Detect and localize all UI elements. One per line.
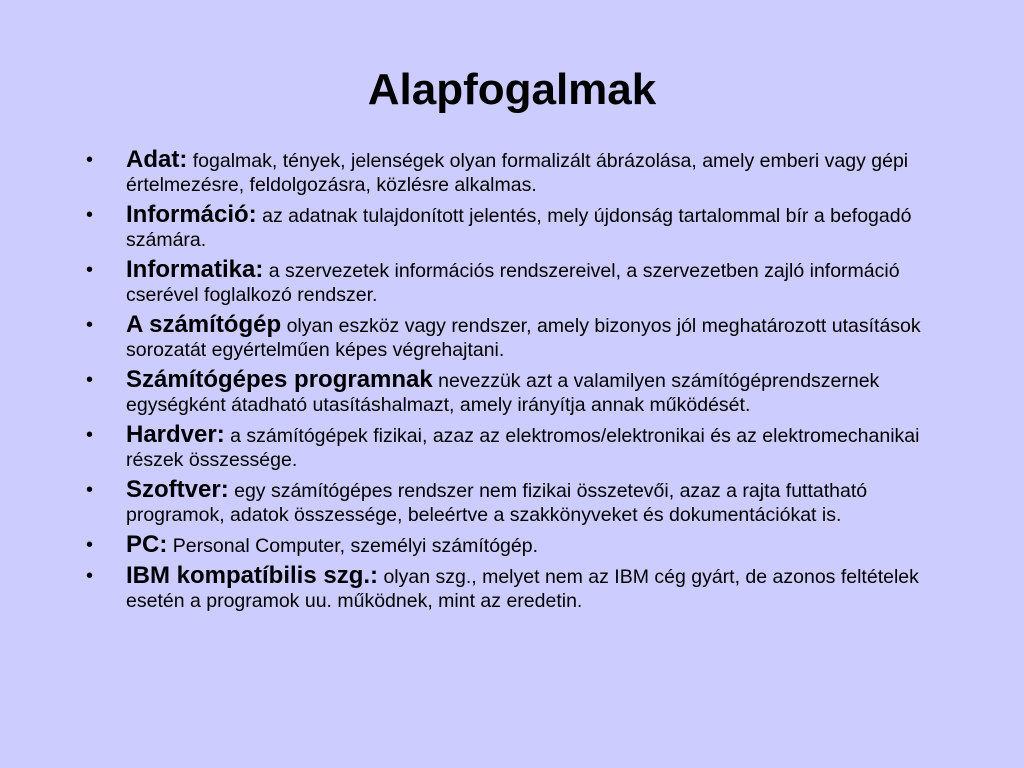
- term-definition: a szervezetek információs rendszereivel, a szervezetben zajló információ cserével foglalkozó rendszer.: [126, 260, 900, 306]
- term-definition: a számítógépek fizikai, azaz az elektromos/elektronikai és az elektromechanikai részek összessége.: [126, 425, 920, 471]
- list-item-szamitogep: [86, 313, 946, 362]
- term-definition: olyan szg., melyet nem az IBM cég gyárt, de azonos feltételek esetén a programok uu. működnek, mint az eredetin.: [126, 566, 919, 612]
- term-label: IBM kompatíbilis szg.:: [126, 562, 379, 589]
- list-item-ibm: [86, 564, 946, 613]
- list-item-program: [86, 368, 946, 417]
- term-definition: fogalmak, tények, jelenségek olyan formalizált ábrázolása, amely emberi vagy gépi értelmezésre, feldolgozásra, közlésre alkalmas.: [126, 150, 909, 196]
- term-label: A számítógép: [126, 311, 282, 338]
- term-label: Informatika:: [126, 256, 264, 283]
- list-item-szoftver: [86, 478, 946, 527]
- definition-list: [86, 148, 946, 619]
- bullet-icon: •: [86, 259, 94, 281]
- term-label: Információ:: [126, 201, 257, 228]
- term-definition: az adatnak tulajdonított jelentés, mely újdonság tartalommal bír a befogadó számára.: [126, 205, 912, 251]
- term-definition: egy számítógépes rendszer nem fizikai összetevői, azaz a rajta futtatható programok, adatok összessége, beleértve a szakkönyveket és dokumentációkat is.: [126, 480, 868, 526]
- term-label: Adat:: [126, 146, 188, 173]
- bullet-icon: •: [86, 149, 94, 171]
- list-item-pc: [86, 533, 946, 558]
- term-definition: Personal Computer, személyi számítógép.: [172, 535, 539, 557]
- term-label: Hardver:: [126, 421, 225, 448]
- term-label: Szoftver:: [126, 476, 229, 503]
- list-item-adat: [86, 148, 946, 197]
- term-definition: nevezzük azt a valamilyen számítógéprendszernek egységként átadható utasításhalmazt, amely irányítja annak működését.: [126, 370, 880, 416]
- bullet-icon: •: [86, 565, 94, 587]
- term-definition: olyan eszköz vagy rendszer, amely bizonyos jól meghatározott utasítások sorozatát egyértelműen képes végrehajtani.: [126, 315, 921, 361]
- list-item-hardver: [86, 423, 946, 472]
- bullet-icon: •: [86, 424, 94, 446]
- bullet-icon: •: [86, 479, 94, 501]
- slide-title: Alapfogalmak: [367, 65, 657, 114]
- bullet-icon: •: [86, 314, 94, 336]
- list-item-informatika: [86, 258, 946, 307]
- bullet-icon: •: [86, 534, 94, 556]
- list-item-informacio: [86, 203, 946, 252]
- term-label: PC:: [126, 531, 168, 558]
- term-label: Számítógépes programnak: [126, 366, 433, 393]
- bullet-icon: •: [86, 204, 94, 226]
- bullet-icon: •: [86, 369, 94, 391]
